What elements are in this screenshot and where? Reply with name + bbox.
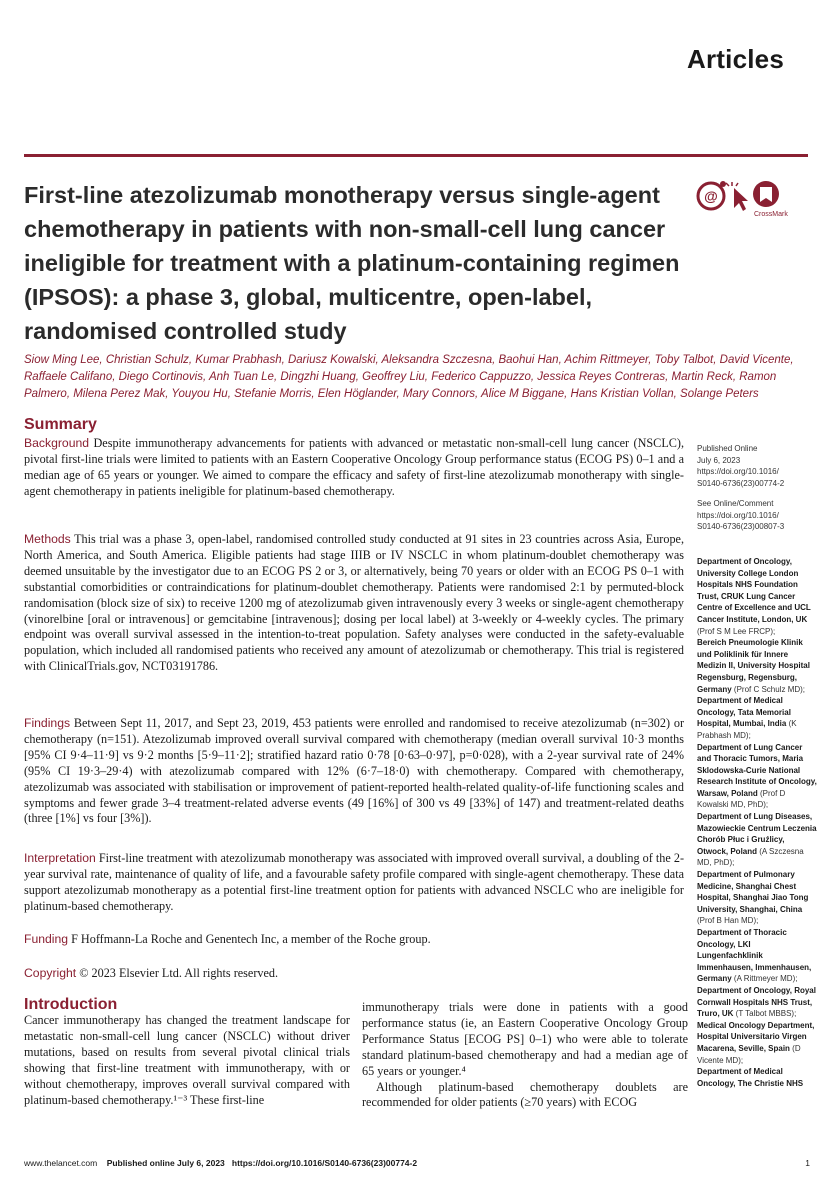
affiliation-institution: Department of Lung Diseases, Mazowieckie Centrum Leczenia Chorób Płuc i Gruźlicy, Otwock, Poland [697, 812, 817, 856]
affiliation-author-note: (A Szczesna MD, PhD); [697, 846, 804, 868]
author-list: Siow Ming Lee, Christian Schulz, Kumar Prabhash, Dariusz Kowalski, Aleksandra Szczesna, Baohui Han, Achim Rittmeyer, Toby Talbot, David Vicente, Raffaele Califano, Diego Cortinovis, Anh Tuan Le, Dingzhi Huang, Geoffrey Liu, Federico Cappuzzo, Jessica Reyes Contreras, Martin Reck, Ramon Palmero, Milena Perez Mak, Youyou Hu, Stefanie Morris, Elen Höglander, Mary Connors, Alice M Biggane, Hans Kristian Vollan, Solange Peters [24, 354, 794, 400]
affiliation-item [697, 1020, 817, 1066]
introduction-right-para-2: Although platinum-based chemotherapy doublets are recommended for older patients (≥70 years) with ECOG [362, 1079, 688, 1110]
copyright-paragraph [24, 966, 684, 982]
introduction-heading: Introduction [24, 996, 118, 1013]
affiliation-item [697, 742, 817, 812]
footer-published: Published online July 6, 2023 [106, 1158, 225, 1168]
findings-paragraph [24, 716, 684, 827]
findings-text: Between Sept 11, 2017, and Sept 23, 2019, 453 patients were enrolled and randomised to receive atezolizumab (n=302) or chemotherapy (n=151). Atezolizumab improved overall survival compared with chemotherapy (median overall survival 10·3 months [95% CI 9·4–11·9] vs 9·2 months [5·9–11·2]; stratified hazard ratio 0·78 [0·63–0·97], p=0·028), with a 2-year survival rate of 24% (95% CI 19·3–29·4) with atezolizumab compared with 12% (6·7–18·0) with chemotherapy. Compared with chemotherapy, atezolizumab was associated with stabilisation or improvement of patient-reported health-related quality-of-life functioning scales and symptoms and fewer grade 3–4 treatment-related adverse events (49 [16%] of 300 vs 49 [33%] of 147) and treatment-related deaths (three [1%] vs four [3%]). [24, 716, 684, 826]
article-icons [696, 178, 786, 238]
affiliation-institution: Bereich Pneumologie Klinik und Poliklinik für Innere Medizin II, University Hospital Regensburg, Regensburg, Germany [697, 638, 810, 694]
open-access-icon[interactable] [698, 181, 726, 209]
affiliation-item [697, 1066, 817, 1089]
affiliation-item [697, 556, 817, 637]
background-text: Despite immunotherapy advancements for patients with advanced or metastatic non-small-cell lung cancer (NSCLC), pivotal first-line trials were limited to patients with an Eastern Cooperative Oncology Group performance status (ECOG PS) 0–1 and a median age of 65 years or younger. We aimed to compare the efficacy and safety of first-line atezolizumab monotherapy with single-agent chemotherapy in patients ineligible for platinum-based chemotherapy. [24, 436, 684, 498]
header-rule [24, 154, 808, 157]
copyright-label: Copyright [24, 966, 77, 980]
introduction-right-para-1: immunotherapy trials were done in patients with a good performance status (ie, an Eastern Cooperative Oncology Group Performance Status [ECOG PS] 0–1) who were able to tolerate standard platinum-based chemotherapy and had a median age of 65 years or younger.⁴ [362, 1000, 688, 1078]
see-online-comment-note[interactable]: See Online/Comment https://doi.org/10.1016/ S0140-6736(23)00807-3 [697, 499, 785, 532]
affiliation-author-note: (Prof B Han MD); [697, 916, 759, 926]
affiliation-item [697, 637, 817, 695]
methods-paragraph [24, 532, 684, 675]
affiliation-institution: Department of Medical Oncology, Tata Memorial Hospital, Mumbai, India [697, 696, 791, 729]
funding-label: Funding [24, 932, 69, 946]
svg-text:@: @ [704, 188, 718, 204]
affiliation-author-note: (T Talbot MBBS); [733, 1009, 797, 1019]
background-label: Background [24, 436, 90, 450]
affiliation-author-note: (D Vicente MD); [697, 1043, 801, 1065]
summary-heading: Summary [24, 416, 97, 433]
affiliation-author-note: (Prof C Schulz MD); [731, 684, 806, 694]
background-paragraph [24, 436, 684, 500]
page-number: 1 [805, 1158, 810, 1168]
affiliations-list [697, 556, 817, 1089]
interpretation-label: Interpretation [24, 851, 96, 865]
interpretation-text: First-line treatment with atezolizumab monotherapy was associated with improved overall survival, a doubling of the 2-year survival rate, maintenance of quality of life, and a favourable safety profile compared with single-agent chemotherapy. These data support atezolizumab monotherapy as a potential first-line treatment option for patients with advanced NSCLC who are ineligible for platinum-based chemotherapy. [24, 851, 685, 913]
affiliation-institution: Department of Oncology, Royal Cornwall Hospitals NHS Trust, Truro, UK [697, 985, 816, 1019]
funding-paragraph [24, 932, 684, 948]
section-label: Articles [687, 44, 784, 74]
affiliation-author-note: (Prof D Kowalski MD, PhD); [697, 788, 786, 810]
affiliation-item [697, 695, 817, 741]
interpretation-paragraph [24, 851, 684, 915]
affiliation-author-note: (K Prabhash MD); [697, 719, 797, 740]
affiliation-institution: Department of Medical Oncology, The Christie NHS [697, 1067, 804, 1088]
copyright-text: © 2023 Elsevier Ltd. All rights reserved. [79, 966, 279, 980]
footer-site[interactable]: www.thelancet.com [24, 1158, 98, 1168]
crossmark-icon[interactable] [753, 181, 779, 207]
article-title: First-line atezolizumab monotherapy versus single-agent chemotherapy in patients with non-small-cell lung cancer ineligible for treatment with a platinum-containing regimen (IPSOS): a phase 3, global, multicentre, open-label, randomised controlled study [24, 182, 680, 344]
funding-text: F Hoffmann-La Roche and Genentech Inc, a member of the Roche group. [71, 932, 431, 946]
affiliation-item [697, 985, 817, 1020]
published-online-note[interactable]: Published Online July 6, 2023 https://doi.org/10.1016/ S0140-6736(23)00774-2 [697, 444, 785, 488]
affiliation-institution: Department of Lung Cancer and Thoracic Tumors, Maria Sklodowska-Curie National Research Institute of Oncology, Warsaw, Poland [697, 742, 817, 798]
affiliation-institution: Department of Pulmonary Medicine, Shanghai Chest Hospital, Shanghai Jiao Tong University, Shanghai, China [697, 870, 809, 914]
affiliation-item [697, 811, 817, 869]
affiliation-institution: Department of Thoracic Oncology, LKI Lungenfachklinik Immenhausen, Immenhausen, Germany [697, 928, 812, 984]
crossmark-label: CrossMark [754, 211, 788, 218]
affiliation-item [697, 927, 817, 985]
footer-doi[interactable]: https://doi.org/10.1016/S0140-6736(23)00774-2 [231, 1158, 418, 1168]
methods-text: This trial was a phase 3, open-label, randomised controlled study conducted at 91 sites in 23 countries across Asia, Europe, North America, and South America. Eligible patients had stage IIIB or IV NSCLC in whom platinum-doublet chemotherapy was deemed unsuitable by the investigator due to an ECOG PS 2 or 3, or alternatively, being 70 years or older with an ECOG PS 0–1 with substantial comorbidities or contraindications for platinum-doublet chemotherapy. Patients were randomised 2:1 by permuted-block randomisation (block size of six) to receive 1200 mg of atezolizumab given intravenously every 3 weeks or single-agent chemotherapy (vinorelbine [oral or intravenous] or gemcitabine [intravenous]; dosing per local label) at 3-weekly or 4-weekly cycles. The primary endpoint was overall survival assessed in the intention-to-treat population. Safety analyses were conducted in the safety-evaluable population, which included all randomised patients who received any amount of atezolizumab or chemotherapy. This trial is registered with ClinicalTrials.gov, NCT03191786. [24, 532, 684, 674]
methods-label: Methods [24, 532, 71, 546]
affiliation-institution: Department of Oncology, University College London Hospitals NHS Foundation Trust, CRUK Lung Cancer Centre of Excellence and UCL Cancer Institute, London, UK [697, 557, 811, 624]
findings-label: Findings [24, 716, 71, 730]
introduction-left-column: Cancer immunotherapy has changed the treatment landscape for metastatic non-small-cell lung cancer (NSCLC) without driver mutations, based on results from several pivotal clinical trials showing that first-line treatment with immunotherapy, with or without chemotherapy, improves overall survival compared with platinum-based chemotherapy.¹⁻³ These first-line [24, 1013, 350, 1107]
affiliation-author-note: (A Rittmeyer MD); [731, 974, 798, 984]
affiliation-item [697, 869, 817, 927]
affiliation-institution: Medical Oncology Department, Hospital Universitario Virgen Macarena, Seville, Spain [697, 1020, 815, 1053]
introduction-right-column [362, 1000, 688, 1111]
affiliation-author-note: (Prof S M Lee FRCP); [697, 626, 776, 636]
cursor-icon [726, 182, 748, 211]
